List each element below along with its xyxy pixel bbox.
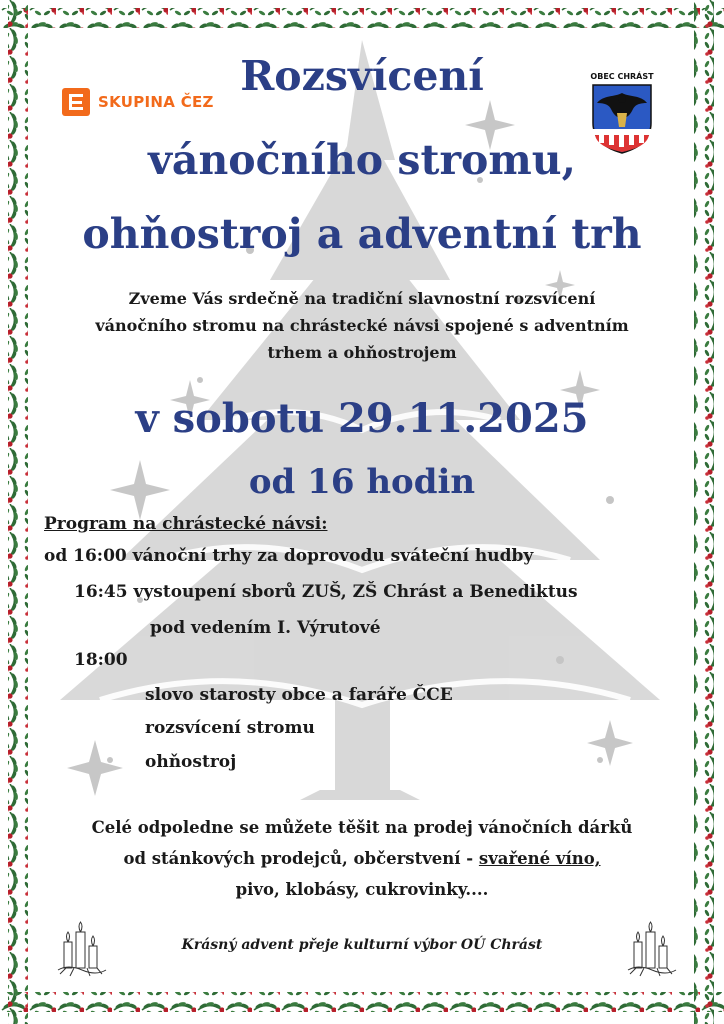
closing-line-1: Celé odpoledne se můžete těšit na prodej vánočních dárků (91, 818, 633, 837)
closing-line-2 (30, 843, 694, 874)
program-time-3: 18:00 (74, 650, 128, 670)
program-item-1: od 16:00 vánoční trhy za doprovodu sváteční hudby (44, 546, 534, 566)
coat-of-arms-label: OBEC CHRÁST (590, 72, 654, 81)
event-date: v sobotu 29.11.2025 (135, 395, 589, 442)
invitation-line-1: Zveme Vás srdečně na tradiční slavnostní rozsvícení (128, 289, 596, 308)
program-item-3a: slovo starosty obce a faráře ČCE (145, 685, 453, 705)
invitation-line-2: vánočního stromu na chrástecké návsi spojené s adventním (95, 316, 629, 335)
closing-text (30, 812, 694, 905)
closing-line-3: pivo, klobásy, cukrovinky.... (235, 880, 489, 899)
closing-line-2-text: od stánkových prodejců, občerstvení - (123, 849, 479, 868)
invitation-line-3: trhem a ohňostrojem (267, 343, 457, 362)
mulled-wine-text: svařené víno, (478, 849, 601, 868)
event-time: od 16 hodin (248, 462, 476, 502)
title-line-2: vánočního stromu, (148, 136, 576, 184)
program-item-2-note: pod vedením I. Výrutové (150, 618, 381, 638)
footer-greeting: Krásný advent přeje kulturní výbor OÚ Chrást (181, 937, 543, 953)
advent-candles-icon-right (626, 918, 678, 980)
title-line-3: ohňostroj a adventní trh (82, 210, 642, 258)
program-heading: Program na chrástecké návsi: (44, 514, 328, 534)
title-line-1: Rozsvícení (240, 52, 484, 100)
invitation-text (40, 285, 684, 366)
program-item-3c: ohňostroj (145, 752, 237, 772)
program-item-3b: rozsvícení stromu (145, 718, 315, 738)
program-item-2: 16:45 vystoupení sborů ZUŠ, ZŠ Chrást a Benediktus (74, 582, 578, 602)
cez-logo-text: SKUPINA ČEZ (98, 93, 214, 111)
